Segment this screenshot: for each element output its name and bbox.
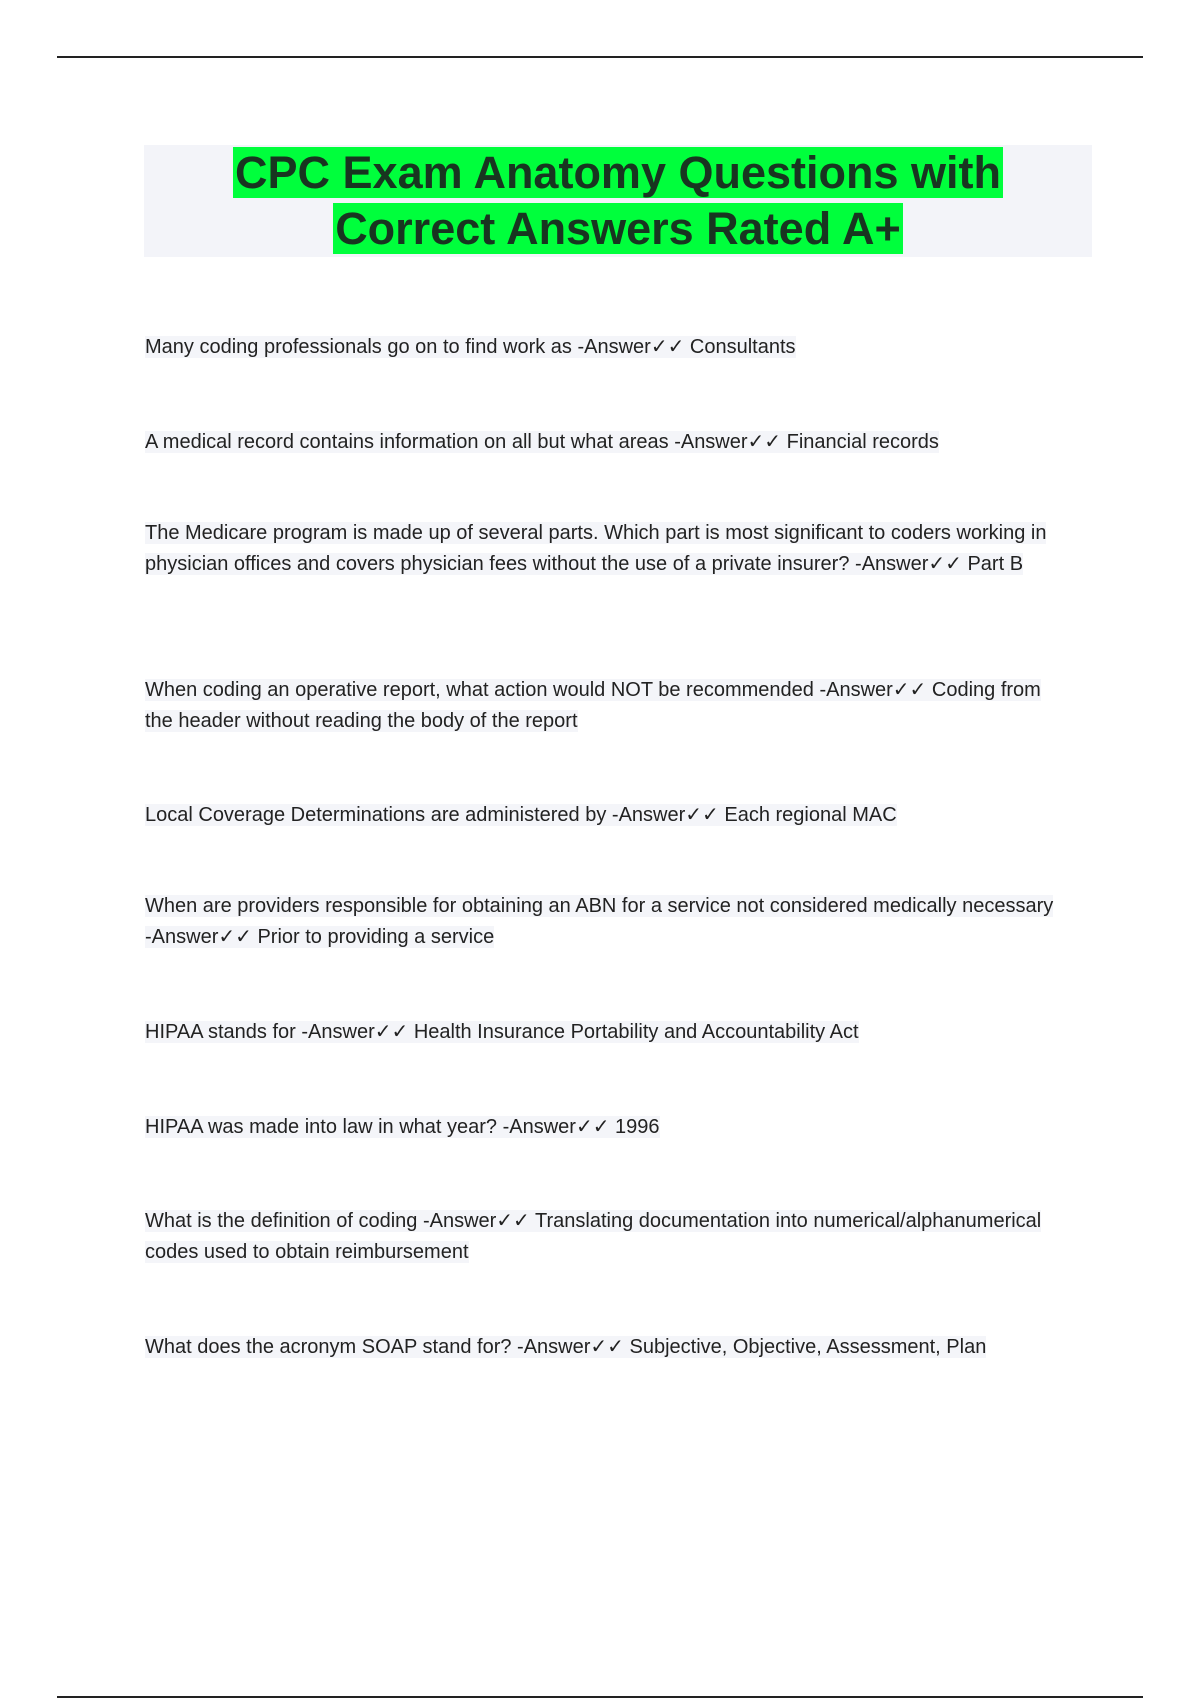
answer-text: Part B [967,553,1024,575]
question-text: What is the definition of coding [145,1210,418,1232]
question-text: What does the acronym SOAP stand for? [145,1336,512,1358]
answer-text: Prior to providing a service [257,926,495,948]
question-text: The Medicare program is made up of several parts. Which part is most significant to coders working in physician offices and covers physician fees without the use of a private insurer? [145,522,1047,575]
answer-marker: -Answer✓✓ [577,336,685,358]
answer-marker: -Answer✓✓ [674,431,782,453]
answer-text: Financial records [786,431,939,453]
question-text: HIPAA stands for [145,1021,296,1043]
document-title [144,145,1092,257]
answer-text: Health Insurance Portability and Accountability Act [413,1021,859,1043]
qa-item-9 [145,1206,1065,1268]
title-line-1: CPC Exam Anatomy Questions with [235,147,1001,198]
answer-text: Translating documentation into numerical/alphanumerical codes used to obtain reimbursement [145,1210,1042,1263]
answer-text: Each regional MAC [724,804,897,826]
qa-item-5 [145,800,1065,831]
question-text: A medical record contains information on all but what areas [145,431,669,453]
answer-marker: -Answer✓✓ [611,804,719,826]
qa-item-1 [145,332,1065,363]
answer-marker: -Answer✓✓ [301,1021,409,1043]
question-text: Local Coverage Determinations are administered by [145,804,607,826]
qa-item-6 [145,891,1065,953]
title-line-2: Correct Answers Rated A+ [335,203,901,254]
qa-item-2 [145,427,1065,458]
qa-item-8 [145,1112,1065,1143]
answer-text: Consultants [689,336,796,358]
answer-marker: -Answer✓✓ [855,553,962,575]
answer-text: Coding from the header without reading the body of the report [145,679,1041,732]
answer-marker: -Answer✓✓ [502,1116,610,1138]
qa-item-4 [145,675,1065,737]
answer-marker: -Answer✓✓ [422,1210,530,1232]
header-rule [57,56,1143,58]
answer-text: 1996 [615,1116,660,1138]
answer-marker: -Answer✓✓ [819,679,927,701]
answer-text: Subjective, Objective, Assessment, Plan [629,1336,987,1358]
footer-rule [57,1696,1143,1698]
question-text: When coding an operative report, what action would NOT be recommended [145,679,814,701]
question-text: Many coding professionals go on to find work as [145,336,572,358]
qa-item-10 [145,1332,1065,1363]
question-text: When are providers responsible for obtaining an ABN for a service not considered medically necessary [145,895,1054,917]
qa-item-3 [145,518,1065,580]
qa-item-7 [145,1017,1065,1048]
answer-marker: -Answer✓✓ [517,1336,624,1358]
question-text: HIPAA was made into law in what year? [145,1116,498,1138]
answer-marker: -Answer✓✓ [145,926,252,948]
